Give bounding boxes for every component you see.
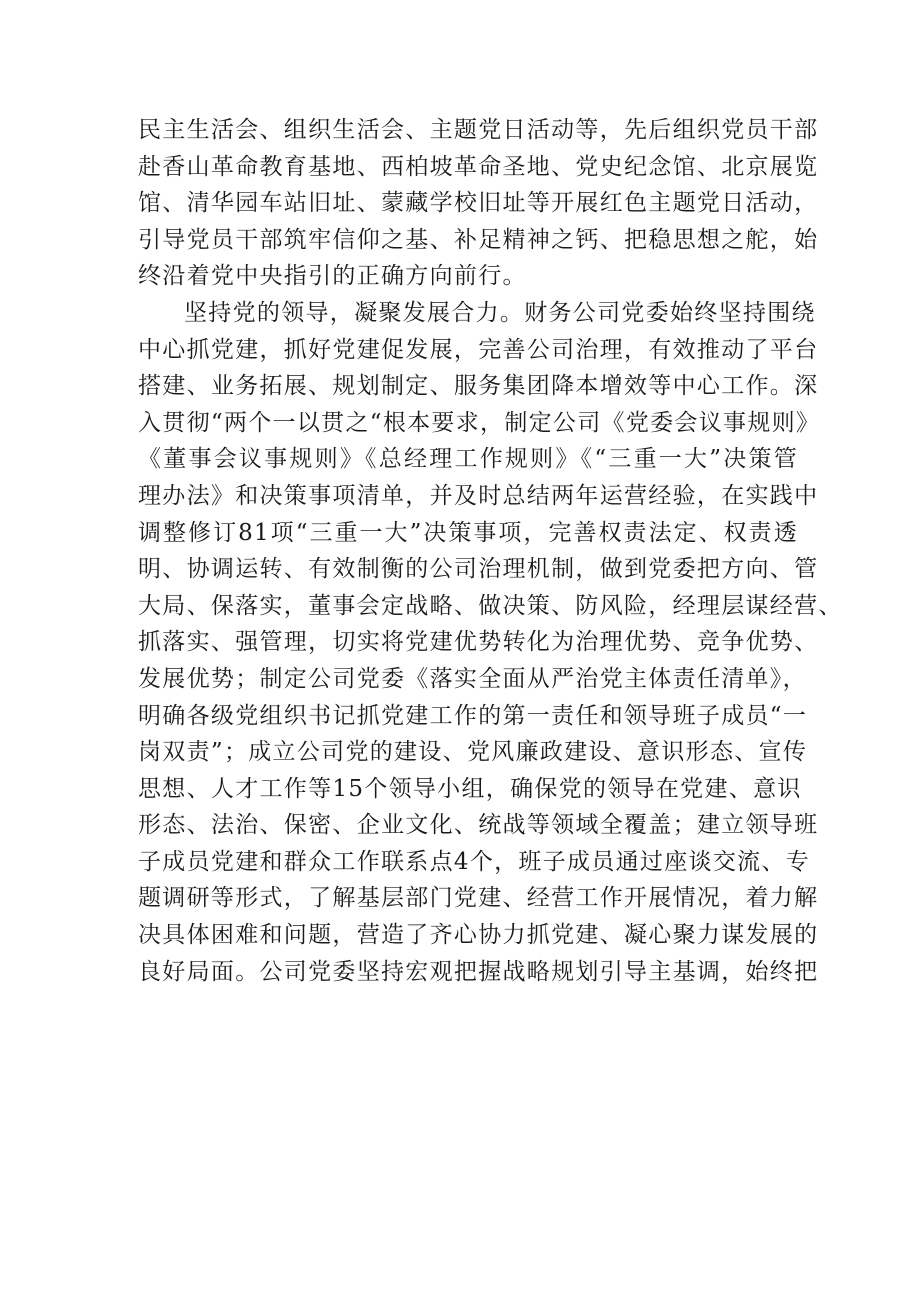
document-page (138, 112, 843, 990)
text-line: 明、协调运转、有效制衡的公司治理机制，做到党委把方向、管 (138, 556, 819, 583)
text-line: 决具体困难和问题，营造了齐心协力抓党建、凝心聚力谋发展的 (138, 922, 819, 949)
text-line: 良好局面。公司党委坚持宏观把握战略规划引导主基调，始终把 (138, 958, 819, 985)
text-line: 终沿着党中央指引的正确方向前行。 (138, 263, 527, 290)
text-line: 子成员党建和群众工作联系点4个，班子成员通过座谈交流、专 (138, 848, 811, 875)
text-line: 题调研等形式，了解基层部门党建、经营工作开展情况，着力解 (138, 885, 819, 912)
text-line: 岗双责”；成立公司党的建设、党风廉政建设、意识形态、宣传 (138, 739, 808, 766)
text-line: 馆、清华园车站旧址、蒙藏学校旧址等开展红色主题党日活动， (138, 190, 819, 217)
text-line: 大局、保落实，董事会定战略、做决策、防风险，经理层谋经营、 (138, 592, 843, 619)
text-line: 形态、法治、保密、企业文化、统战等领域全覆盖；建立领导班 (138, 812, 819, 839)
text-line: 思想、人才工作等15个领导小组，确保党的领导在党建、意识 (138, 775, 802, 802)
paragraph (138, 112, 819, 295)
text-line: 入贯彻“两个一以贯之“根本要求，制定公司《党委会议事规则》 (138, 409, 821, 436)
text-line: 发展优势；制定公司党委《落实全面从严治党主体责任清单》， (138, 665, 807, 692)
text-line: 坚持党的领导，凝聚发展合力。财务公司党委始终坚持围绕 (184, 299, 816, 326)
text-line: 抓落实、强管理，切实将党建优势转化为治理优势、竞争优势、 (138, 629, 819, 656)
text-line: 调整修订81项“三重一大”决策事项，完善权责法定、权责透 (138, 519, 798, 546)
text-line: 引导党员干部筑牢信仰之基、补足精神之钙、把稳思想之舵，始 (138, 226, 819, 253)
text-line: 理办法》和决策事项清单，并及时总结两年运营经验，在实践中 (138, 482, 819, 509)
paragraph (138, 295, 843, 990)
text-line: 中心抓党建，抓好党建促发展，完善公司治理，有效推动了平台 (138, 336, 819, 363)
text-line: 明确各级党组织书记抓党建工作的第一责任和领导班子成员“一 (138, 702, 808, 729)
text-line: 民主生活会、组织生活会、主题党日活动等，先后组织党员干部 (138, 117, 819, 143)
text-line: 《董事会议事规则》《总经理工作规则》《“三重一大”决策管 (138, 446, 798, 473)
text-line: 赴香山革命教育基地、西柏坡革命圣地、党史纪念馆、北京展览 (138, 153, 819, 180)
text-line: 搭建、业务拓展、规划制定、服务集团降本增效等中心工作。深 (138, 373, 819, 400)
